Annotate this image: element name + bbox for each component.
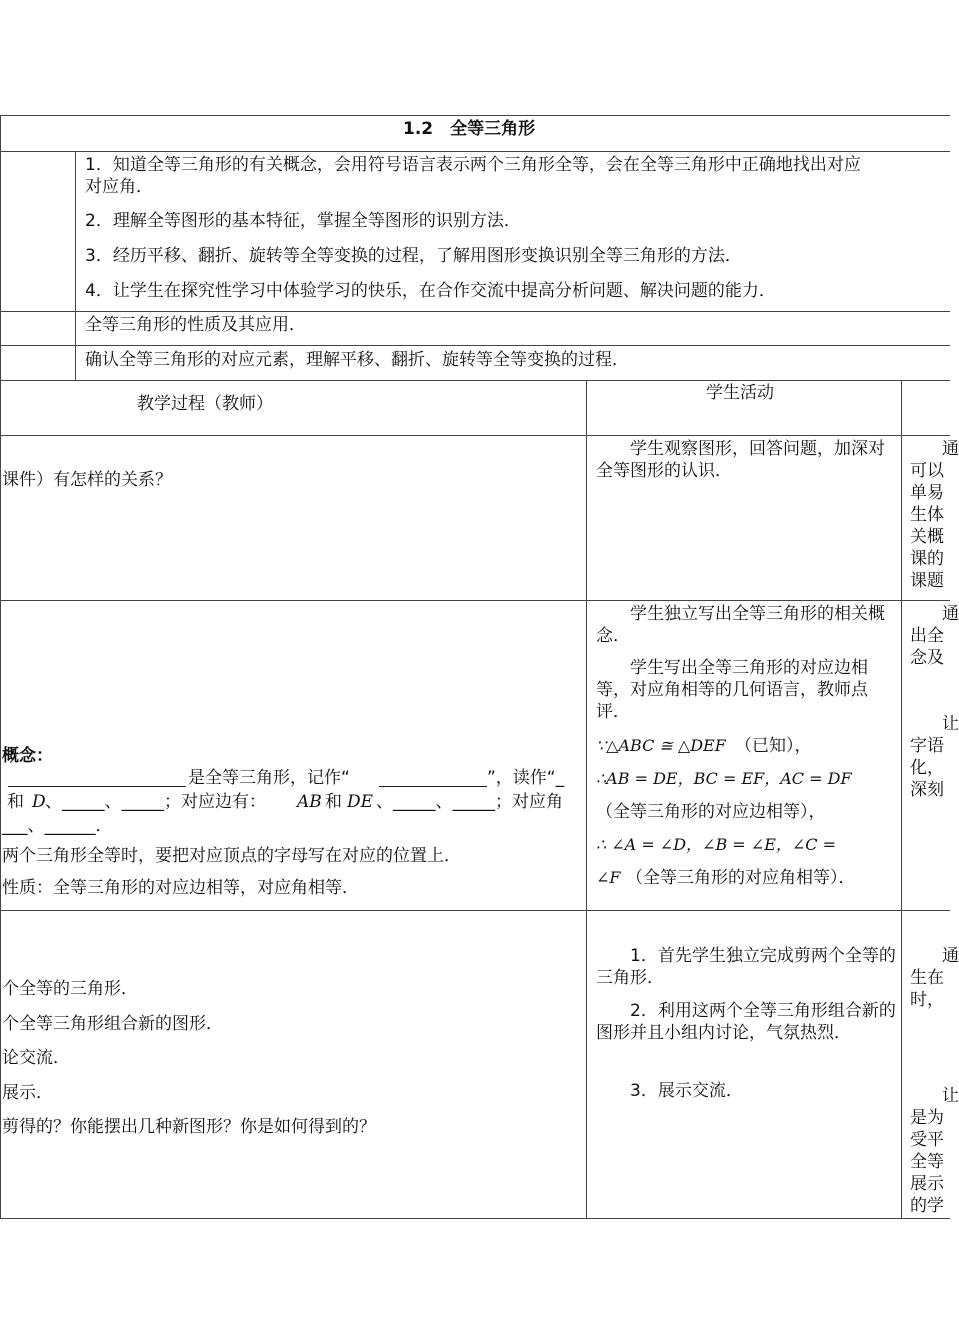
row2-line1b: ”，读作“_ — [487, 768, 565, 788]
row2-line2-AB: AB — [297, 792, 322, 812]
row3-right-1: 通 — [942, 946, 959, 966]
row-line-objectives — [0, 311, 950, 312]
difficulty: 确认全等三角形的对应元素，理解平移、翻折、旋转等全等变换的过程． — [85, 350, 629, 370]
row2-math-line4: ∴ ∠A = ∠D，∠B = ∠E，∠C = — [596, 835, 837, 854]
row2-right-6: 化， — [910, 758, 944, 778]
row-line-row1 — [0, 600, 950, 601]
row2-right-3: 念及 — [910, 648, 944, 668]
row2-math-line2: ∴AB = DE，BC = EF，AC = DF — [596, 769, 852, 788]
row2-line2-and2: 和 — [325, 792, 342, 812]
row-line-keypoint — [0, 345, 950, 346]
row3-right-9: 的学 — [910, 1196, 944, 1216]
row3-teacher-3: 论交流． — [2, 1048, 70, 1068]
page-title: 1.2 全等三角形 — [403, 119, 536, 139]
row3-student-2 — [596, 1000, 896, 1044]
row2-math-line1: ∵△ABC ≅ △DEF — [596, 736, 726, 755]
row1-teacher-text: 课件）有怎样的关系？ — [2, 470, 172, 490]
row3-teacher-5: 剪得的？你能摆出几种新图形？你是如何得到的？ — [2, 1117, 376, 1137]
row2-math-line1b: （已知）， — [735, 736, 812, 756]
row3-teacher-1: 个全等的三角形． — [2, 979, 138, 999]
row-line-headers — [0, 435, 950, 436]
row2-student-para1 — [596, 603, 896, 647]
key-point: 全等三角形的性质及其应用． — [85, 315, 306, 335]
row2-line4: 两个三角形全等时，要把对应顶点的字母写在对应的位置上． — [2, 846, 461, 866]
row2-line2-DE: DE — [347, 792, 374, 812]
header-student: 学生活动 — [706, 383, 774, 403]
row2-line1a: 是全等三角形，记作“ — [188, 768, 350, 788]
table-bottom-border — [0, 1218, 950, 1219]
row2-line2-end: 、_____、_____；对应角 — [376, 792, 563, 812]
row2-math-line5a: ∠F — [596, 868, 621, 887]
row1-right-6: 课的 — [910, 549, 944, 569]
row3-student-3 — [596, 1080, 896, 1102]
row-line-row2 — [0, 910, 950, 911]
row3-right-3: 时， — [910, 990, 944, 1010]
row-line-title — [0, 151, 950, 152]
row2-student-para2-text: 学生写出全等三角形的对应边相等，对应角相等的几何语言，教师点评． — [596, 658, 868, 722]
objective-1: 1．知道全等三角形的有关概念，会用符号语言表示两个三角形全等，会在全等三角形中正确地找出对应 — [85, 155, 861, 175]
row2-right-5: 字语 — [910, 736, 944, 756]
row2-math-line3: （全等三角形的对应边相等）， — [596, 802, 826, 822]
row2-right-7: 深刻 — [910, 780, 944, 800]
objective-3: 3．经历平移、翻折、旋转等全等变换的过程，了解用图形变换识别全等三角形的方法． — [85, 246, 742, 266]
row1-right-7: 课题 — [910, 571, 944, 591]
table-left-border — [0, 115, 1, 1219]
row2-math-line5b: （全等三角形的对应角相等）． — [626, 868, 856, 888]
row1-student-span: 学生观察图形，回答问题，加深对全等图形的认识． — [596, 439, 885, 481]
row1-right-4: 生体 — [910, 505, 944, 525]
row2-student-para1-text: 学生独立写出全等三角形的相关概念． — [596, 604, 885, 646]
row2-line2-D: D — [32, 792, 46, 812]
row2-right-4: 让 — [942, 714, 959, 734]
row2-blank-1 — [8, 768, 186, 787]
col-line-label — [75, 151, 76, 381]
row2-line2-mid: 、_____、_____；对应边有： — [45, 792, 266, 812]
row1-right-5: 关概 — [910, 527, 944, 547]
col-line-teacher — [586, 380, 587, 1219]
row3-right-5: 是为 — [910, 1108, 944, 1128]
row3-student-2-text: 2．利用这两个全等三角形组合新的图形并且小组内讨论，气氛热烈． — [596, 1001, 896, 1043]
row2-student-para2 — [596, 657, 896, 723]
row1-student-text — [596, 438, 896, 482]
objective-1-cont: 对应角． — [85, 177, 153, 197]
row3-right-7: 全等 — [910, 1152, 944, 1172]
row2-line3: ___、______． — [2, 816, 113, 836]
table-top-border — [0, 115, 950, 116]
row2-line5: 性质：全等三角形的对应边相等，对应角相等． — [2, 878, 359, 898]
row3-student-3-text: 3．展示交流． — [630, 1081, 743, 1101]
row3-teacher-2: 个全等三角形组合新的图形． — [2, 1014, 223, 1034]
row2-right-2: 出全 — [910, 626, 944, 646]
row3-right-4: 让 — [942, 1086, 959, 1106]
row3-right-8: 展示 — [910, 1174, 944, 1194]
header-teacher: 教学过程（教师） — [137, 394, 273, 414]
row2-right-1: 通 — [942, 604, 959, 624]
row2-teacher-heading: 概念： — [2, 746, 53, 766]
row1-right-3: 单易 — [910, 483, 944, 503]
col-line-student — [901, 380, 902, 1219]
row2-blank-2 — [379, 768, 487, 787]
row1-right-1: 通 — [942, 439, 959, 459]
objective-4: 4．让学生在探究性学习中体验学习的快乐，在合作交流中提高分析问题、解决问题的能力． — [85, 281, 776, 301]
row3-student-1 — [596, 945, 896, 989]
row3-right-2: 生在 — [910, 968, 944, 988]
row3-right-6: 受平 — [910, 1130, 944, 1150]
row-line-difficulty — [0, 380, 950, 381]
objective-2: 2．理解全等图形的基本特征，掌握全等图形的识别方法． — [85, 211, 521, 231]
row1-right-2: 可以 — [910, 461, 944, 481]
row2-line2-and: 和 — [7, 792, 24, 812]
row3-teacher-4: 展示． — [2, 1083, 53, 1103]
row3-student-1-text: 1．首先学生独立完成剪两个全等的三角形． — [596, 946, 896, 988]
